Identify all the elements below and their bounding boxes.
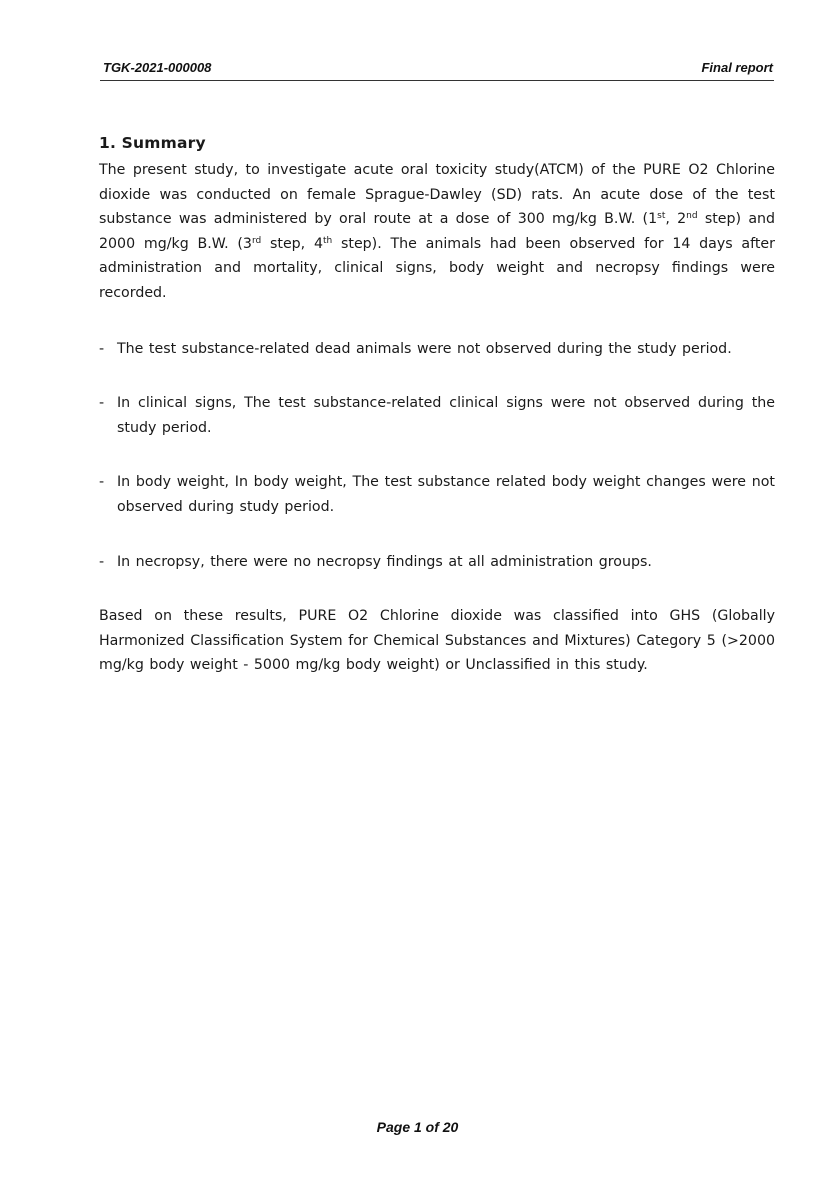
page-number: Page 1 of 20 <box>376 1119 459 1135</box>
bullet-dash: - <box>99 474 105 491</box>
intro-text-3: step) and 2000 mg/kg B.W. (3 <box>99 211 776 252</box>
bullet-dash: - <box>99 340 105 357</box>
finding-text: The test substance-related dead animals were not observed during the study period. <box>117 340 732 357</box>
page-header <box>100 58 774 81</box>
findings-list <box>99 337 775 575</box>
finding-text: In necropsy, there were no necropsy findings at all administration groups. <box>117 553 652 570</box>
intro-text-1: The present study, to investigate acute oral toxicity study(ATCM) of the PURE O2 Chlorine dioxide was conducted on female Sprague-Dawley (SD) rats. An acute dose of the test substance was administered by oral route at a dose of 300 mg/kg B.W. (1 <box>99 162 775 228</box>
bullet-dash: - <box>99 553 105 570</box>
finding-body-weight <box>99 470 775 519</box>
finding-clinical-signs <box>99 391 775 440</box>
document-id: TGK-2021-000008 <box>103 60 212 75</box>
finding-mortality <box>99 337 775 362</box>
report-type: Final report <box>701 60 773 75</box>
finding-necropsy <box>99 550 775 575</box>
intro-text-4: step, 4 <box>261 235 323 252</box>
conclusion-paragraph: Based on these results, PURE O2 Chlorine dioxide was classified into GHS (Globally Harmonized Classification System for Chemical Substances and Mixtures) Category 5 (>2000 mg/kg body weight - 5000 mg/kg body weight) or Unclassified in this study. <box>99 608 775 674</box>
summary-section <box>99 134 775 678</box>
section-title: 1. Summary <box>99 134 206 152</box>
ordinal-suffix-3: rd <box>251 235 262 246</box>
ordinal-suffix-2: nd <box>686 211 698 222</box>
ordinal-suffix-4: th <box>322 235 333 246</box>
summary-intro-paragraph <box>99 158 775 306</box>
finding-text: In clinical signs, The test substance-related clinical signs were not observed during the study period. <box>117 395 775 436</box>
intro-text-5: step). The animals had been observed for 14 days after administration and mortality, clinical signs, body weight and necropsy findings were recorded. <box>99 235 775 301</box>
ordinal-suffix-1: st <box>657 211 666 222</box>
finding-text: In body weight, In body weight, The test substance related body weight changes were not observed during study period. <box>117 474 775 515</box>
bullet-dash: - <box>99 395 105 412</box>
intro-text-2: , 2 <box>665 211 687 228</box>
